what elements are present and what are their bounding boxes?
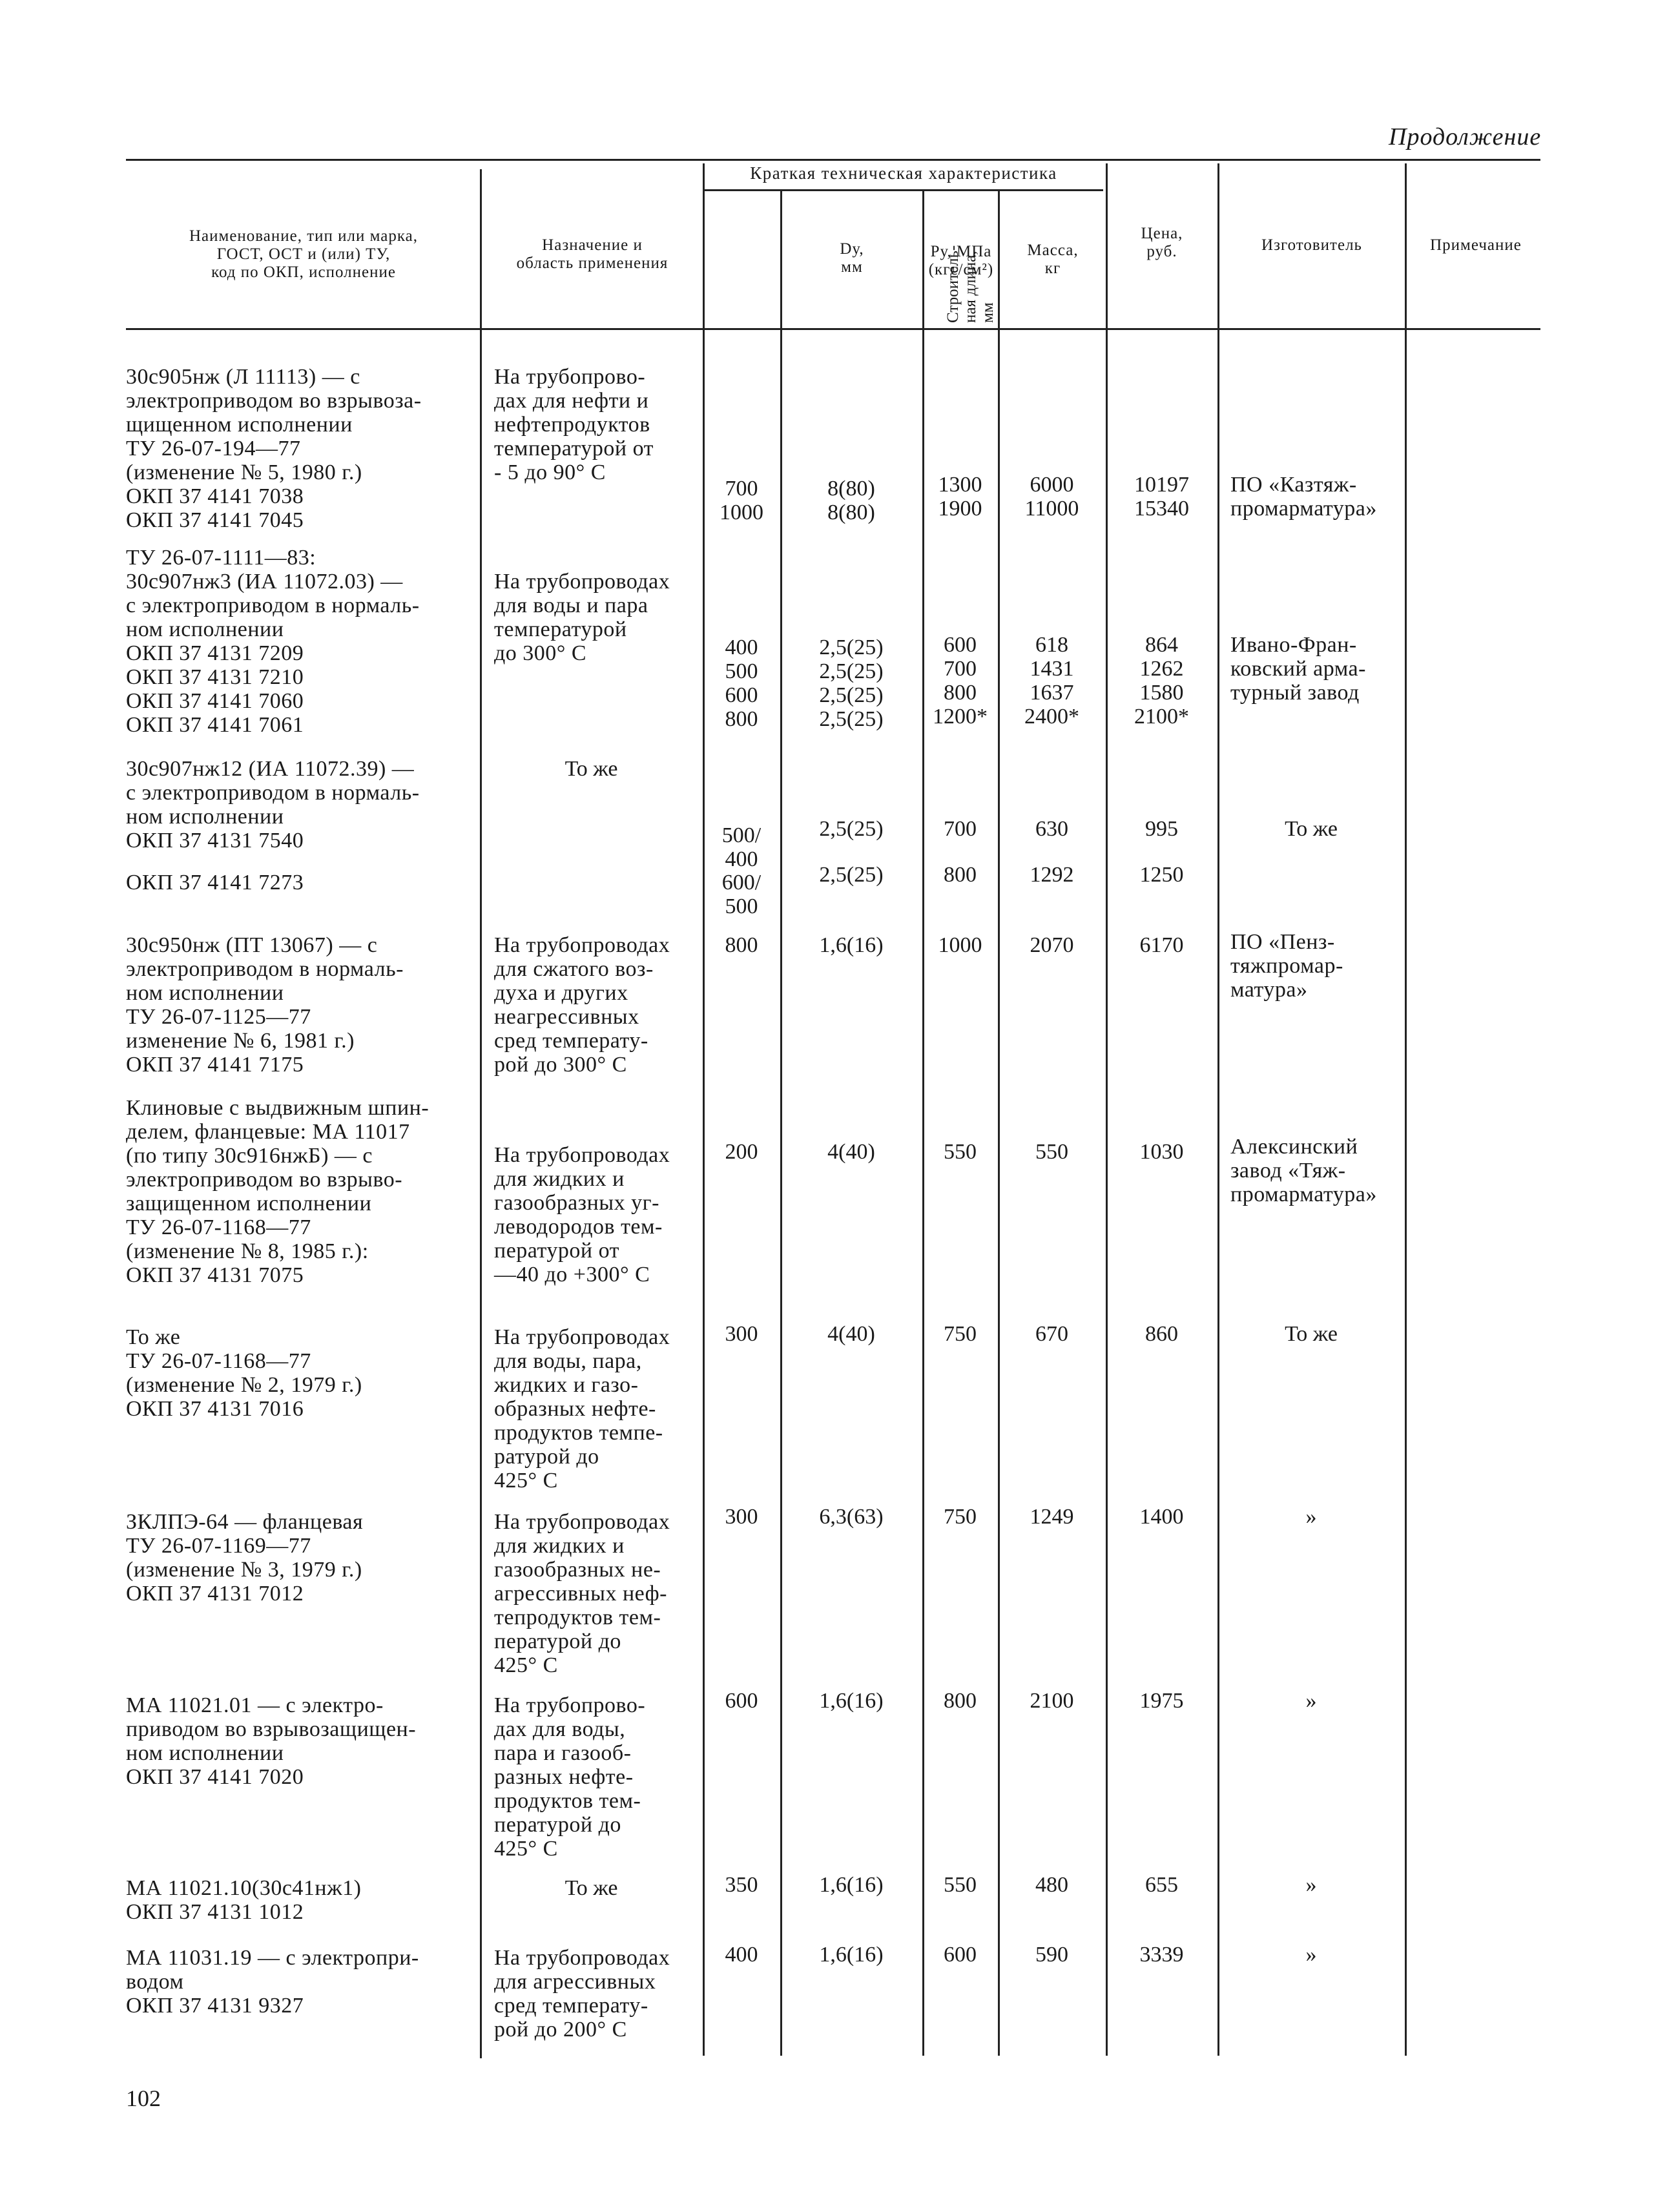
col-rule-4 (922, 191, 924, 2056)
row-1-price: 10197 15340 (1134, 473, 1189, 521)
row-1-length: 1300 1900 (938, 473, 982, 521)
row-3-length-second: 800 (944, 863, 977, 887)
row-6-length: 750 (944, 1322, 977, 1346)
row-7-name: ЗКЛПЭ-64 — фланцевая ТУ 26-07-1169—77 (изменение № 3, 1979 г.) ОКП 37 4131 7012 (126, 1510, 364, 1606)
row-2-price: 864 1262 1580 2100* (1134, 633, 1189, 729)
row-3-purpose: То же (565, 757, 618, 781)
row-4-mass: 2070 (1030, 933, 1074, 957)
col-rule-7 (1217, 163, 1219, 2056)
row-9-mass: 480 (1035, 1873, 1068, 1897)
row-4-dy: 800 (725, 933, 758, 957)
row-3-py: 2,5(25) (819, 817, 884, 841)
col-rule-2 (703, 163, 705, 2056)
row-3-price: 995 (1145, 817, 1178, 841)
row-9-name: МА 11021.10(30с41нж1) ОКП 37 4131 1012 (126, 1876, 362, 1924)
col-rule-5 (998, 191, 1000, 2056)
row-7-maker: » (1305, 1505, 1317, 1529)
continuation-label: Продолжение (1389, 123, 1542, 150)
header-py: Pу, МПа (кгс/см²) (928, 243, 994, 278)
row-3-dy-second: 600/ 500 (721, 871, 761, 918)
row-3-length: 700 (944, 817, 977, 841)
row-5-purpose: На трубопроводах для жидких и газообразных уг- леводородов тем- пературой от —40 до +300° С (494, 1143, 670, 1287)
row-1-py: 8(80) 8(80) (827, 477, 875, 524)
row-1-maker: ПО «Казтяж- промарматура» (1230, 473, 1377, 521)
header-bottom-rule (126, 328, 1540, 330)
page-number: 102 (126, 2085, 161, 2111)
row-8-length: 800 (944, 1689, 977, 1713)
row-8-mass: 2100 (1030, 1689, 1074, 1713)
row-5-py: 4(40) (827, 1140, 875, 1164)
row-10-mass: 590 (1035, 1943, 1068, 1967)
row-9-maker: » (1305, 1873, 1317, 1897)
row-8-py: 1,6(16) (819, 1689, 884, 1713)
row-1-dy: 700 1000 (720, 477, 763, 524)
row-8-price: 1975 (1139, 1689, 1184, 1713)
header-mass: Масса, кг (1027, 242, 1079, 277)
row-7-length: 750 (944, 1505, 977, 1529)
row-9-price: 655 (1145, 1873, 1178, 1897)
row-3-mass-second: 1292 (1030, 863, 1074, 887)
row-8-purpose: На трубопрово- дах для воды, пара и газооб- разных нефте- продуктов тем- пературой до 425° С (494, 1693, 646, 1861)
row-2-name: ТУ 26-07-1111—83: 30с907нж3 (ИА 11072.03) — с электроприводом в нормаль- ном исполнении ОКП 37 4131 7209 ОКП 37 4131 7210 ОКП 37 4141 7060 ОКП 37 4141 7061 (126, 546, 420, 737)
row-9-dy: 350 (725, 1873, 758, 1897)
row-5-dy: 200 (725, 1140, 758, 1164)
row-3-mass: 630 (1035, 817, 1068, 841)
col-rule-3 (780, 191, 782, 2056)
row-4-purpose: На трубопроводах для сжатого воз- духа и других неагрессивных сред температу- рой до 300° С (494, 933, 670, 1077)
row-3-maker: То же (1285, 817, 1338, 841)
row-2-maker: Ивано-Фран- ковский арма- турный завод (1230, 633, 1366, 705)
row-3-name-second: ОКП 37 4141 7273 (126, 871, 304, 894)
row-5-length: 550 (944, 1140, 977, 1164)
row-3-py-second: 2,5(25) (819, 863, 884, 887)
row-2-purpose: На трубопроводах для воды и пара температурой до 300° С (494, 570, 670, 665)
row-5-name: Клиновые с выдвижным шпин- делем, фланцевые: МА 11017 (по типу 30с916нжБ) — с электроприводом во взрыво- защищенном исполнении ТУ 26-07-1168—77 (изменение № 8, 1985 г.): ОКП 37 4131 7075 (126, 1096, 430, 1287)
col-rule-1 (480, 169, 482, 2058)
row-6-maker: То же (1285, 1322, 1338, 1346)
row-2-py: 2,5(25) 2,5(25) 2,5(25) 2,5(25) (819, 636, 884, 731)
row-8-maker: » (1305, 1689, 1317, 1713)
row-5-price: 1030 (1139, 1140, 1184, 1164)
row-6-dy: 300 (725, 1322, 758, 1346)
row-1-purpose: На трубопрово- дах для нефти и нефтепродуктов температурой от - 5 до 90° С (494, 365, 654, 484)
row-6-price: 860 (1145, 1322, 1178, 1346)
row-3-name: 30с907нж12 (ИА 11072.39) — с электроприводом в нормаль- ном исполнении ОКП 37 4131 7540 (126, 757, 420, 853)
row-7-price: 1400 (1139, 1505, 1184, 1529)
row-8-name: МА 11021.01 — с электро- приводом во взрывозащищен- ном исполнении ОКП 37 4141 7020 (126, 1693, 417, 1789)
row-9-length: 550 (944, 1873, 977, 1897)
row-2-mass: 618 1431 1637 2400* (1024, 633, 1079, 729)
row-6-name: То же ТУ 26-07-1168—77 (изменение № 2, 1979 г.) ОКП 37 4131 7016 (126, 1325, 362, 1421)
row-9-py: 1,6(16) (819, 1873, 884, 1897)
row-6-purpose: На трубопроводах для воды, пара, жидких и газо- образных нефте- продуктов темпе- ратурой до 425° С (494, 1325, 670, 1493)
row-7-purpose: На трубопроводах для жидких и газообразных не- агрессивных неф- тепродуктов тем- пературой до 425° С (494, 1510, 670, 1677)
row-4-price: 6170 (1139, 933, 1184, 957)
table-top-rule (126, 159, 1540, 161)
row-4-py: 1,6(16) (819, 933, 884, 957)
row-8-dy: 600 (725, 1689, 758, 1713)
row-5-maker: Алексинский завод «Тяж- промарматура» (1230, 1135, 1377, 1206)
row-7-mass: 1249 (1030, 1505, 1074, 1529)
row-5-mass: 550 (1035, 1140, 1068, 1164)
row-4-name: 30с950нж (ПТ 13067) — с электроприводом в нормаль- ном исполнении ТУ 26-07-1125—77 изменение № 6, 1981 г.) ОКП 37 4141 7175 (126, 933, 404, 1077)
row-10-dy: 400 (725, 1943, 758, 1967)
row-10-name: МА 11031.19 — с электропри- водом ОКП 37 4131 9327 (126, 1946, 419, 2018)
row-10-purpose: На трубопроводах для агрессивных сред температу- рой до 200° С (494, 1946, 670, 2041)
header-purpose: Назначение и область применения (516, 236, 668, 272)
row-7-py: 6,3(63) (819, 1505, 884, 1529)
header-tech-group: Краткая техническая характеристика (750, 163, 1057, 183)
row-4-maker: ПО «Пенз- тяжпромар- матура» (1230, 930, 1343, 1002)
header-dy: Dу, мм (840, 240, 864, 276)
header-length: Строитель- ная длина, мм (944, 245, 997, 323)
row-10-price: 3339 (1139, 1943, 1184, 1967)
col-rule-6 (1106, 163, 1108, 2056)
col-rule-8 (1405, 163, 1407, 2056)
row-7-dy: 300 (725, 1505, 758, 1529)
header-price: Цена, руб. (1141, 225, 1183, 260)
row-9-purpose: То же (565, 1876, 618, 1900)
row-2-length: 600 700 800 1200* (933, 633, 988, 729)
header-name: Наименование, тип или марка, ГОСТ, ОСТ и (или) ТУ, код по ОКП, исполнение (189, 227, 419, 281)
row-3-price-second: 1250 (1139, 863, 1184, 887)
row-6-mass: 670 (1035, 1322, 1068, 1346)
header-note: Примечание (1430, 236, 1522, 254)
row-2-dy: 400 500 600 800 (725, 636, 758, 731)
tech-group-rule (703, 189, 1103, 191)
row-1-name: 30с905нж (Л 11113) — с электроприводом во взрывоза- щищенном исполнении ТУ 26-07-194—77 (изменение № 5, 1980 г.) ОКП 37 4141 7038 ОКП 37 4141 7045 (126, 365, 422, 532)
row-10-maker: » (1305, 1943, 1317, 1967)
row-6-py: 4(40) (827, 1322, 875, 1346)
header-maker: Изготовитель (1261, 236, 1362, 254)
row-10-py: 1,6(16) (819, 1943, 884, 1967)
row-4-length: 1000 (938, 933, 982, 957)
row-1-mass: 6000 11000 (1024, 473, 1079, 521)
row-3-dy: 500/ 400 (721, 823, 761, 871)
row-10-length: 600 (944, 1943, 977, 1967)
